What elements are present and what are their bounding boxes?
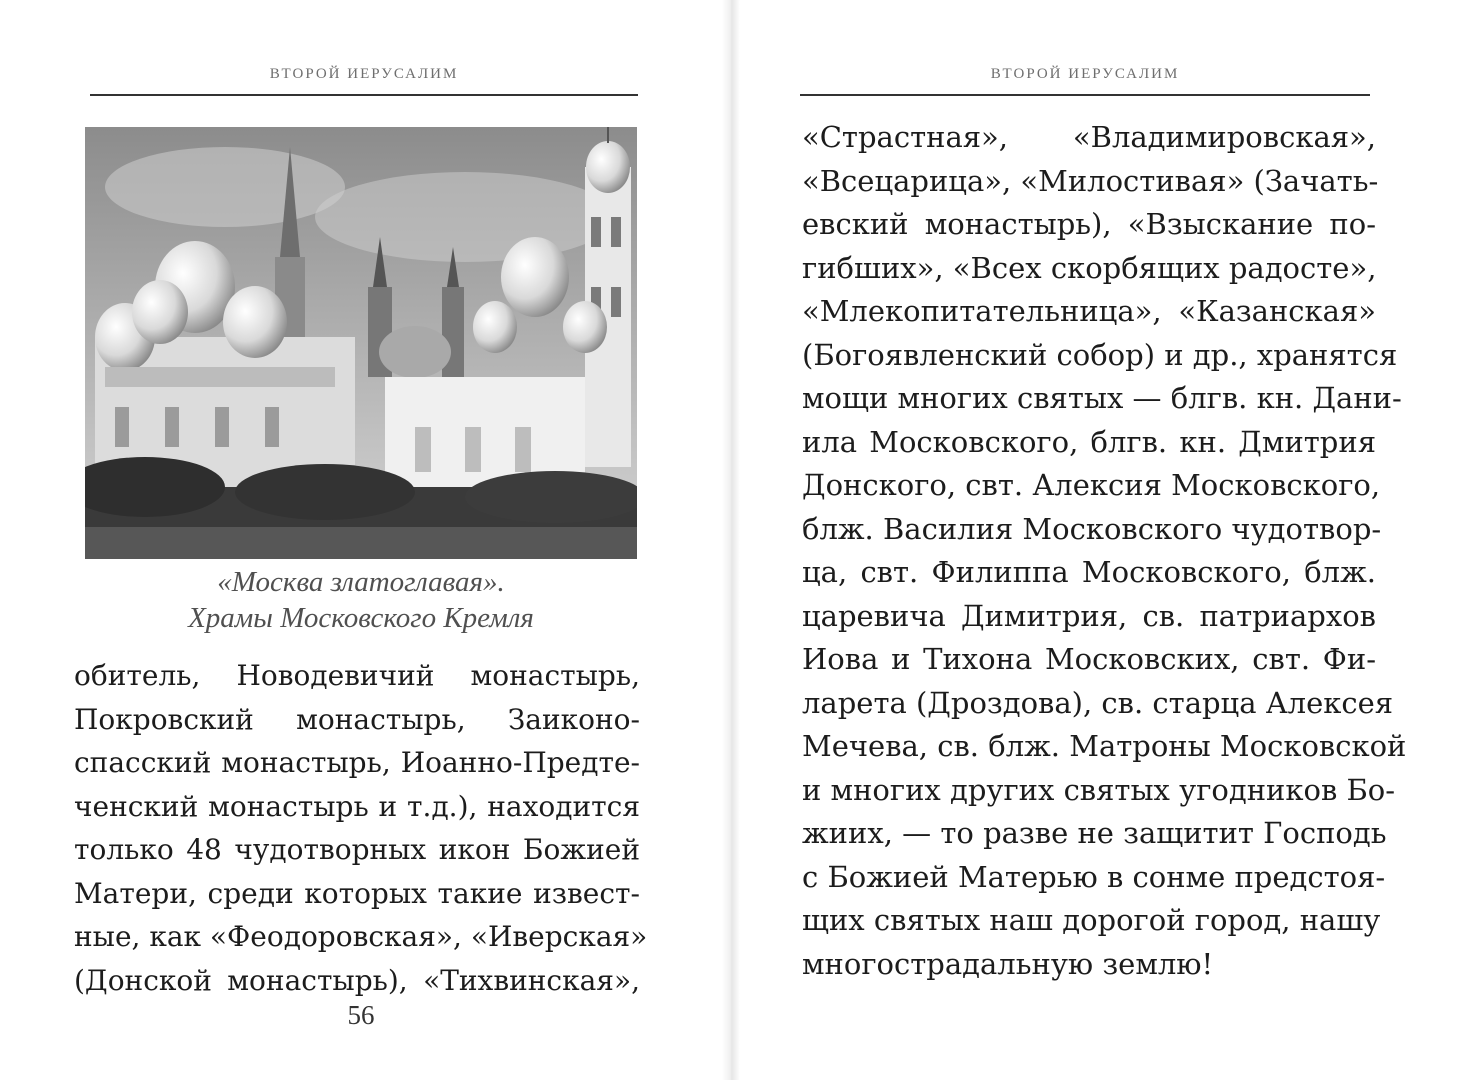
text-line: Мечева, св. блж. Матроны Московской: [802, 729, 1407, 763]
text-line: Донского, свт. Алексия Московского,: [802, 468, 1381, 502]
text-line: ларета (Дроздова), св. старца Алексея: [802, 685, 1394, 720]
photo-caption: [85, 564, 637, 636]
text-line: мощи многих святых — блгв. кн. Дани-: [802, 381, 1402, 415]
book-gutter: [722, 0, 740, 1080]
text-line: (Богоявленский собор) и др., хранятся: [802, 337, 1398, 372]
right-page: [740, 0, 1473, 1080]
text-line: «Млекопитательница», «Казанская»: [802, 294, 1376, 328]
text-line: Покровский монастырь, Заиконо-: [74, 702, 640, 736]
text-line: Иова и Тихона Московских, свт. Фи-: [802, 642, 1376, 676]
text-line: многострадальную землю!: [802, 946, 1214, 981]
left-page: [0, 0, 722, 1080]
caption-line: «Москва златоглавая».: [217, 566, 505, 598]
caption-line: Храмы Московского Кремля: [188, 602, 534, 634]
text-line: блж. Василия Московского чудотвор-: [802, 511, 1382, 546]
body-text-left: [74, 654, 648, 1002]
text-line: евский монастырь), «Взыскание по-: [802, 207, 1376, 241]
text-line: и многих других святых угодников Бо-: [802, 772, 1396, 807]
header-rule-left: [90, 94, 638, 96]
text-line: гибших», «Всех скорбящих радосте»,: [802, 250, 1377, 285]
running-head-right: ВТОРОЙ ИЕРУСАЛИМ: [990, 66, 1180, 82]
text-line: царевича Димитрия, св. патриархов: [802, 598, 1376, 633]
photo-illustration: [85, 127, 637, 559]
text-line: «Всецарица», «Милостивая» (Зачать-: [802, 163, 1379, 198]
text-line: ные, как «Феодоровская», «Иверская»: [74, 920, 648, 953]
page-number: 56: [347, 1000, 375, 1030]
text-line: ченский монастырь и т.д.), находится: [74, 789, 640, 823]
body-text-right: [802, 116, 1407, 986]
text-line: жиих, — то разве не защитит Господь: [802, 816, 1387, 850]
text-line: обитель, Новодевичий монастырь,: [74, 659, 640, 692]
text-line: спасский монастырь, Иоанно-Предте-: [74, 746, 640, 779]
text-line: «Страстная», «Владимировская»,: [802, 120, 1376, 154]
text-line: Матери, среди которых такие извест-: [74, 876, 640, 910]
text-line: с Божией Матерью в сонме предстоя-: [802, 859, 1386, 894]
header-rule-right: [800, 94, 1370, 96]
running-head-left: ВТОРОЙ ИЕРУСАЛИМ: [269, 66, 459, 82]
text-line: ца, свт. Филиппа Московского, блж.: [802, 555, 1376, 589]
text-line: щих святых наш дорогой город, нашу: [802, 903, 1381, 937]
kremlin-cathedrals-photo: [85, 127, 637, 559]
text-line: ила Московского, блгв. кн. Дмитрия: [802, 424, 1376, 459]
text-line: (Донской монастырь), «Тихвинская»,: [74, 963, 640, 997]
text-line: только 48 чудотворных икон Божией: [74, 833, 640, 866]
